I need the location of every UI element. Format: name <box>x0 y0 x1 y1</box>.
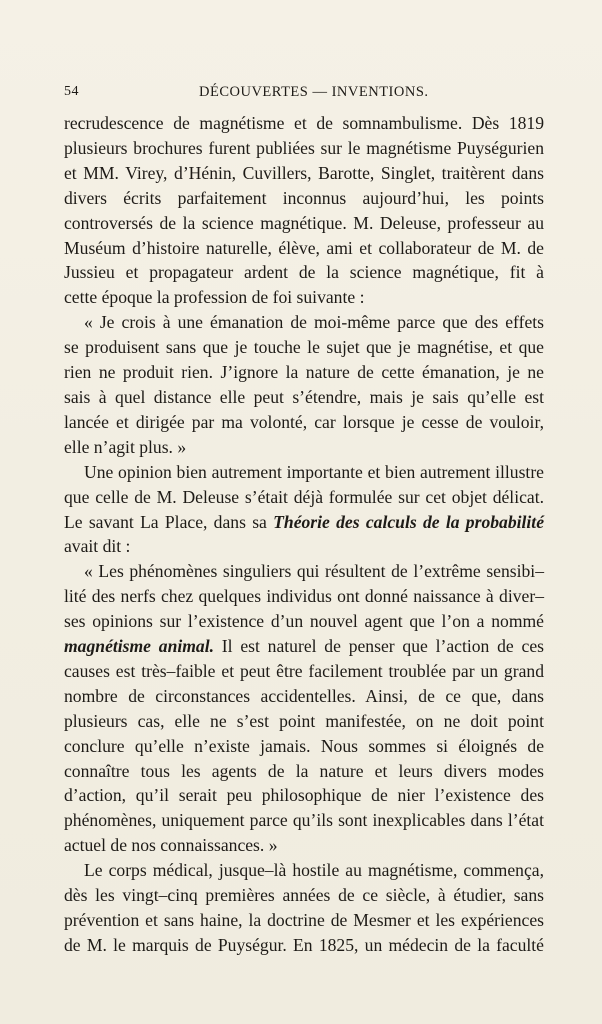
text-line: conclure qu’elle n’existe jamais. Nous sommes si éloignés de <box>64 735 544 756</box>
text-line: prévention et sans haine, la doctrine de Mesmer et les expériences <box>64 910 544 930</box>
text-segment: Le savant La Place, dans sa <box>64 511 274 532</box>
text-line: connaître tous les agents de la nature et leurs divers modes <box>64 760 544 781</box>
text-line: controversés de la science magnétique. M. Deleuse, professeur au <box>64 212 544 233</box>
text-line: Jussieu et propagateur ardent de la science magnétique, fit à <box>64 262 544 283</box>
page-number: 54 <box>64 84 79 99</box>
text-line: ses opinions sur l’existence d’un nouvel agent que l’on a nommé <box>64 611 544 632</box>
text-line: phénomènes, uniquement parce qu’ils sont inexplicables dans l’état <box>64 810 544 831</box>
text-line: causes est très–faible et peut être facilement troublée par un grand <box>64 660 544 681</box>
text-line: dès les vingt–cinq premières années de ce siècle, à étudier, sans <box>64 885 544 906</box>
text-line: que celle de M. Deleuse s’était déjà formulée sur cet objet délicat. <box>64 486 544 507</box>
text-line: recrudescence de magnétisme et de somnambulisme. Dès 1819 <box>64 113 544 133</box>
text-line: lancée et dirigée par ma volonté, car lorsque je cesse de vouloir, <box>64 411 544 432</box>
text-line: plusieurs cas, elle ne s’est point manifestée, on ne doit point <box>64 710 544 731</box>
text-line: rien ne produit rien. J’ignore la nature de cette émanation, je ne <box>64 362 544 383</box>
text-line <box>64 510 544 535</box>
text-line: se produisent sans que je touche le sujet que je magnétise, et que <box>64 337 544 358</box>
text-line: lité des nerfs chez quelques individus ont donné naissance à diver– <box>64 586 544 607</box>
italic-term: magnétisme animal. <box>64 636 215 657</box>
text-line: Le corps médical, jusque–là hostile au magnétisme, commença, <box>84 860 544 881</box>
text-line: Une opinion bien autrement importante et bien autrement illustre <box>84 461 544 482</box>
page-header <box>64 84 544 106</box>
text-line: d’action, qu’il serait peu philosophique de nier l’existence des <box>64 785 544 806</box>
text-line: actuel de nos connaissances. » <box>64 835 278 856</box>
text-line: de M. le marquis de Puységur. En 1825, un médecin de la faculté <box>64 934 544 955</box>
body-text <box>64 111 544 958</box>
text-line: sais à quel distance elle peut s’étendre, mais je sais qu’elle est <box>64 386 544 407</box>
text-segment: Il est naturel de penser que l’action de ces <box>214 636 544 657</box>
text-line: elle n’agit plus. » <box>64 436 187 457</box>
text-line: cette époque la profession de foi suivante : <box>64 287 365 308</box>
running-head: DÉCOUVERTES — INVENTIONS. <box>199 84 429 100</box>
text-line: avait dit : <box>64 536 131 557</box>
text-line <box>64 634 544 659</box>
text-line: divers écrits parfaitement inconnus aujourd’hui, les points <box>64 187 544 208</box>
text-line: Muséum d’histoire naturelle, élève, ami et collaborateur de M. de <box>64 237 544 258</box>
text-line: nombre de circonstances accidentelles. Ainsi, de ce que, dans <box>64 685 544 706</box>
text-line: plusieurs brochures furent publiées sur le magnétisme Puységurien <box>64 137 544 158</box>
text-line: et MM. Virey, d’Hénin, Cuvillers, Barotte, Singlet, traitèrent dans <box>64 162 544 183</box>
text-line: « Les phénomènes singuliers qui résultent de l’extrême sensibi– <box>84 561 544 582</box>
italic-title: Théorie des calculs de la probabilité <box>273 511 544 532</box>
text-line: « Je crois à une émanation de moi-même parce que des effets <box>84 312 544 333</box>
